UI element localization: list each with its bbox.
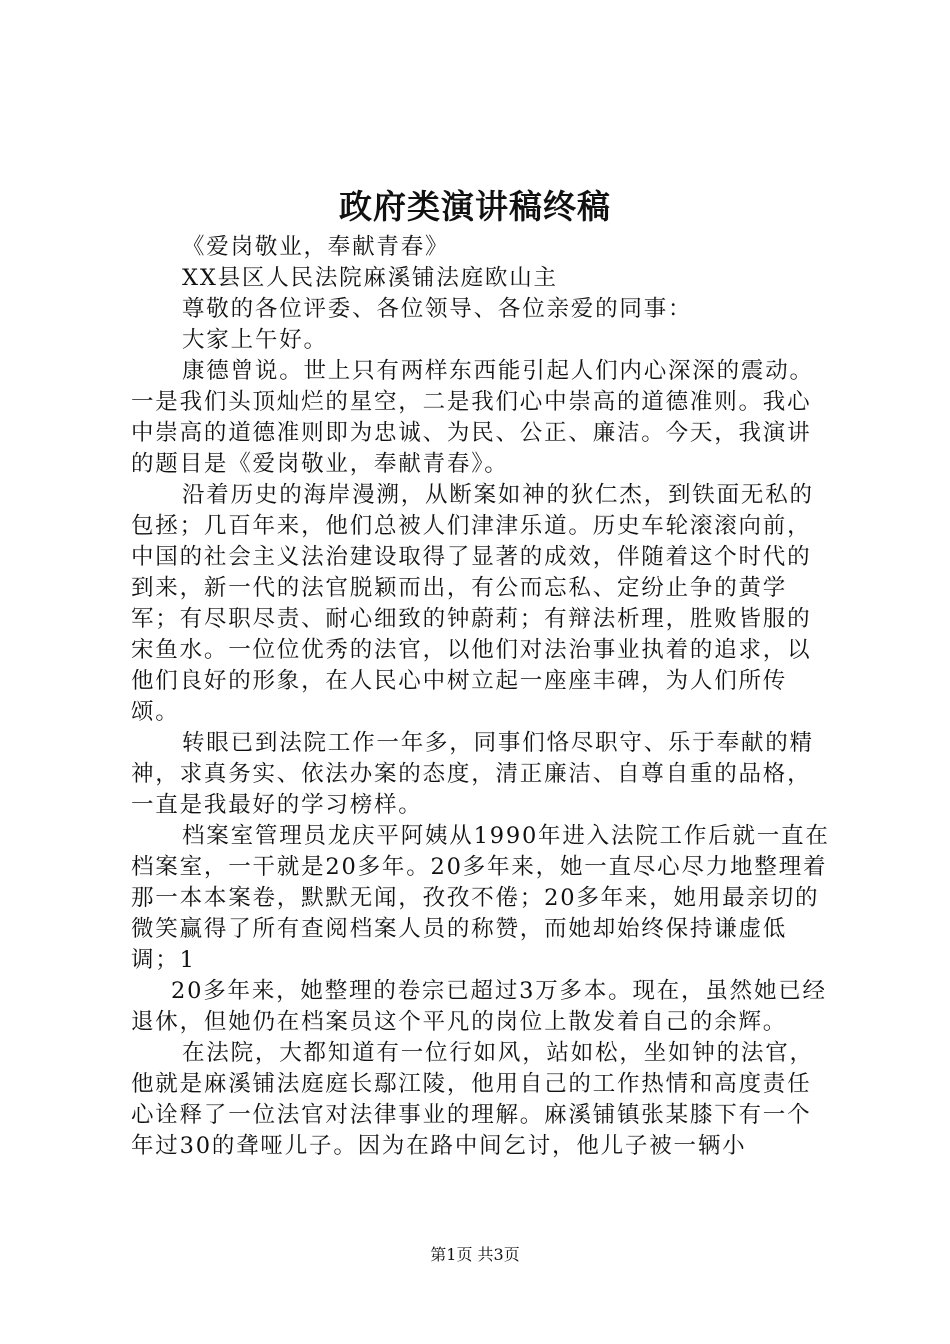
speaker-line: XX县区人民法院麻溪铺法庭欧山主	[182, 265, 558, 291]
paragraph-judge: 在法院，大都知道有一位行如风，站如松，坐如钟的法官，他就是麻溪铺法庭庭长鄢江陵，他用自己的工作热情和高度责任心诠释了一位法官对法律事业的理解。麻溪铺镇张某膝下有一个年过30的聋哑儿子。因为在路中间乞讨，他儿子被一辆小	[131, 1040, 814, 1159]
speech-title: 《爱岗敬业，奉献青春》	[182, 234, 450, 260]
document-title: 政府类演讲稿终稿	[339, 187, 611, 226]
paragraph-archivist-continued: 20多年来，她整理的卷宗已超过3万多本。现在，虽然她已经退休，但她仍在档案员这个平凡的岗位上散发着自己的余辉。	[131, 978, 827, 1035]
paragraph-archivist: 档案室管理员龙庆平阿姨从1990年进入法院工作后就一直在档案室，一干就是20多年。20多年来，她一直尽心尽力地整理着那一本本案卷，默默无闻，孜孜不倦；20多年来，她用最亲切的微笑赢得了所有查阅档案人员的称赞，而她却始终保持谦虚低调；1	[131, 823, 830, 973]
page-footer: 第1页 共3页	[430, 1245, 520, 1264]
paragraph-history: 沿着历史的海岸漫溯，从断案如神的狄仁杰，到铁面无私的包拯；几百年来，他们总被人们津津乐道。历史车轮滚滚向前，中国的社会主义法治建设取得了显著的成效，伴随着这个时代的到来，新一代的法官脱颖而出，有公而忘私、定纷止争的黄学军；有尽职尽责、耐心细致的钟蔚莉；有辩法析理，胜败皆服的宋鱼水。一位位优秀的法官，以他们对法治事业执着的追求，以他们良好的形象，在人民心中树立起一座座丰碑，为人们所传颂。	[131, 482, 814, 725]
paragraph-kant: 康德曾说。世上只有两样东西能引起人们内心深深的震动。一是我们头顶灿烂的星空，二是我们心中崇高的道德准则。我心中崇高的道德准则即为忠诚、为民、公正、廉洁。今天，我演讲的题目是《爱岗敬业，奉献青春》。	[131, 358, 814, 477]
paragraph-colleagues: 转眼已到法院工作一年多，同事们恪尽职守、乐于奉献的精神，求真务实、依法办案的态度，清正廉洁、自尊自重的品格，一直是我最好的学习榜样。	[131, 730, 814, 818]
document-body	[131, 232, 831, 1162]
greeting: 大家上午好。	[182, 327, 328, 353]
salutation: 尊敬的各位评委、各位领导、各位亲爱的同事：	[182, 296, 693, 322]
